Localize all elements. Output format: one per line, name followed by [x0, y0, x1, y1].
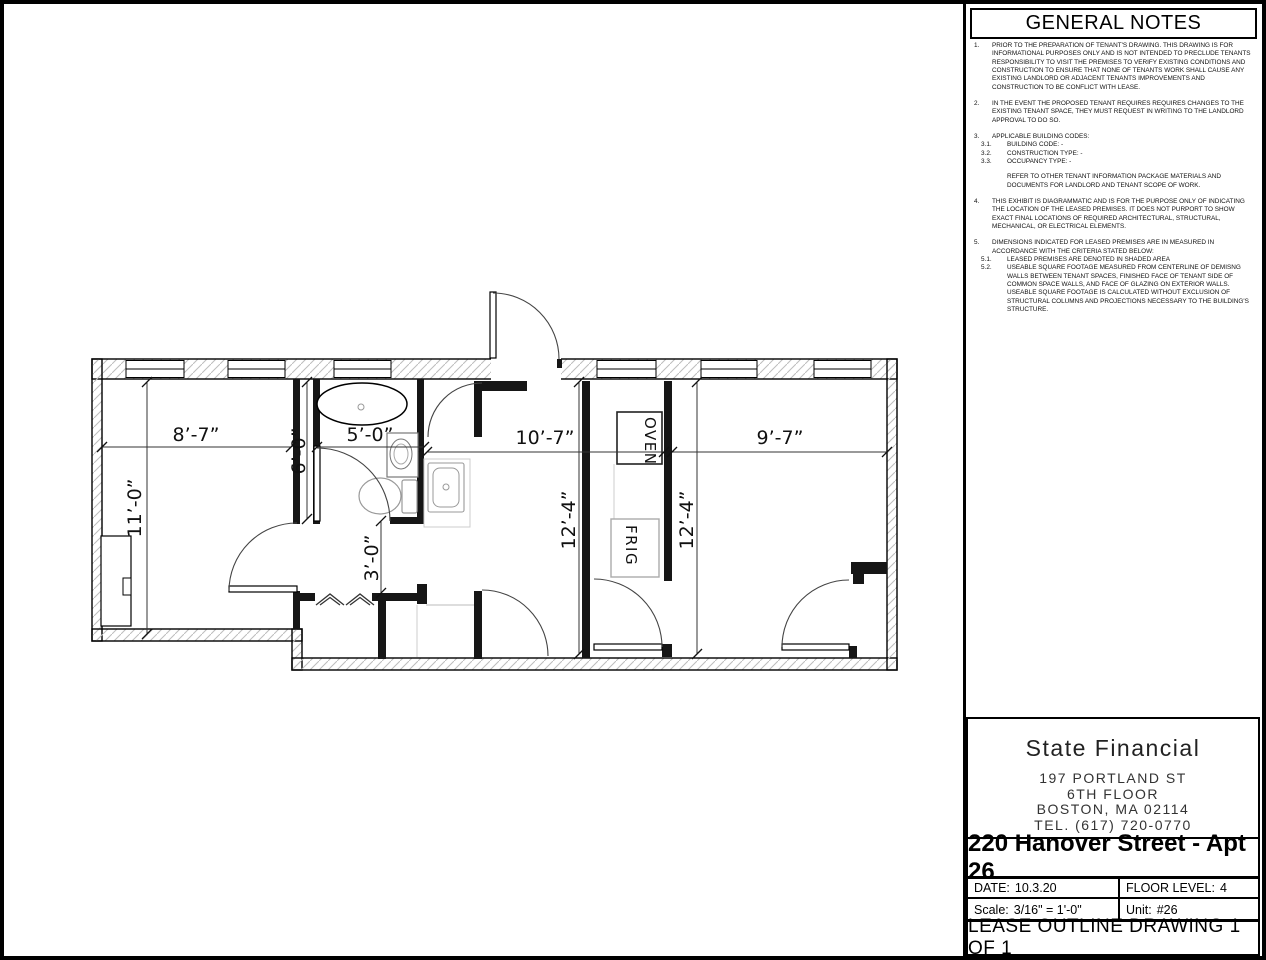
vestibule-closet-door: [428, 383, 482, 437]
note-3: 3. APPLICABLE BUILDING CODES: 3.1. BUILDING CODE: - 3.2. CONSTRUCTION TYPE: - 3.3. OCCUPANCY TYPE: - REFER TO OTHER TENANT INFORMATION PACKAGE MATERIALS AND DOCUMENTS FOR LANDLORD AND TENANT SCOPE OF WORK.: [974, 133, 1257, 190]
sheet-footer: LEASE OUTLINE DRAWING 1 OF 1: [966, 919, 1260, 956]
title-block-panel: [963, 4, 1262, 959]
firm-block: [966, 717, 1260, 839]
closet-bifold-chevrons: [316, 594, 374, 605]
firm-address-line3: BOSTON, MA 02114: [1036, 801, 1190, 818]
note-2: 2. IN THE EVENT THE PROPOSED TENANT REQUIRES REQUIRES CHANGES TO THE EXISTING TENANT SPACE, THEY MUST REQUEST IN WRITING TO THE LANDLORD APPROVAL TO DO SO.: [974, 99, 1244, 124]
note-5-1: 5.1. LEASED PREMISES ARE DENOTED IN SHADED AREA: [981, 255, 1171, 263]
note-5-2: 5.2. USEABLE SQUARE FOOTAGE MEASURED FROM CENTERLINE OF DEMISNG WALLS BETWEEN TENANT SPACES, FINISHED FACE OF TENANT SIDE OF COMMON SPACE WALLS, AND FACE OF GLAZING ON EXTERIOR WALLS. USEABLE SQUARE FOOTAGE IS CALCULATED WITHOUT EXCLUSION OF STRUCTURAL COLUMNS AND PROJECTIONS NECESSARY TO THE BUILDING'S STRUCTURE.: [981, 264, 1249, 313]
floor-level-value: 4: [1219, 880, 1227, 895]
unit-label: Unit:: [1126, 902, 1152, 917]
date-cell: [968, 878, 1120, 899]
note-5: 5. DIMENSIONS INDICATED FOR LEASED PREMISES ARE IN MEASURED IN ACCORDANCE WITH THE CRITERIA STATED BELOW: 5.1. LEASED PREMISES ARE DENOTED IN SHADED AREA 5.2. USEABLE SQUARE FOOTAGE MEASURED FROM CENTERLINE OF DEMISNG WALLS BETWEEN TENANT SPACES, FINISHED FACE OF TENANT SIDE OF COMMON SPACE WALLS, AND FACE OF GLAZING ON EXTERIOR WALLS. USEABLE SQUARE FOOTAGE IS CALCULATED WITHOUT EXCLUSION OF STRUCTURAL COLUMNS AND PROJECTIONS NECESSARY TO THE BUILDING'S STRUCTURE.: [974, 239, 1257, 314]
note-3-2: 3.2. CONSTRUCTION TYPE: -: [981, 149, 1083, 157]
floor-plan-drawing: [4, 4, 963, 956]
entry-opening: [491, 357, 561, 381]
bedroom1-door: [229, 523, 297, 592]
note-3-3: 3.3. OCCUPANCY TYPE: -: [981, 157, 1072, 165]
note-3-refer: REFER TO OTHER TENANT INFORMATION PACKAGE MATERIALS AND DOCUMENTS FOR LANDLORD AND TENANT SCOPE OF WORK.: [1007, 173, 1221, 189]
date-value: 10.3.20: [1014, 880, 1057, 895]
fridge: [611, 519, 659, 577]
kitchen-door: [594, 579, 662, 650]
entry-door: [490, 292, 559, 359]
oven-label: OVEN: [641, 417, 659, 466]
dim-hall-6: 6’-0”: [288, 427, 310, 475]
general-notes-title: GENERAL NOTES: [1025, 12, 1202, 34]
floor-plan-area: [4, 4, 963, 956]
dim-bedroom2-depth: 12’-4”: [676, 490, 698, 550]
date-label: DATE:: [974, 880, 1010, 895]
dim-kitchen-depth: 12’-4”: [558, 490, 580, 550]
bedroom2-closet-door: [782, 580, 849, 650]
wall-alcove: [101, 536, 131, 626]
dim-bedroom1-depth: 11’-0”: [124, 478, 146, 538]
dim-hall-3: 3’-0”: [361, 534, 383, 582]
bathtub: [317, 383, 407, 425]
firm-address-line2: 6TH FLOOR: [1066, 785, 1160, 802]
note-1: 1. PRIOR TO THE PREPARATION OF TENANT'S DRAWING. THIS DRAWING IS FOR INFORMATIONAL PURPOSES ONLY AND IS NOT INTENDED TO PRECLUDE TENANTS RESPONSIBILITY TO VISIT THE PREMISES TO VERIFY EXISTING CONDITIONS AND CONSTRUCTION TO ENSURE THAT NONE OF TENANTS WORK SHALL CAUSE ANY EXISTING LANDLORD OR ADJACENT TENANTS IMPROVEMENTS AND CONSTRUCTION TO BE CONFLICT WITH LEASE.: [974, 42, 1251, 91]
exterior-walls: [92, 359, 897, 670]
unit-value: #26: [1156, 902, 1178, 917]
oven: [617, 412, 662, 466]
scale-value: 3/16" = 1'-0": [1013, 902, 1082, 917]
dim-bedroom1-width: 8’-7”: [172, 424, 220, 446]
scale-label: Scale:: [974, 902, 1009, 917]
firm-address-line1: 197 PORTLAND ST: [1039, 770, 1187, 786]
note-3-1: 3.1. BUILDING CODE: -: [981, 141, 1064, 149]
floor-level-label: FLOOR LEVEL:: [1126, 880, 1215, 895]
toilet: [359, 478, 417, 514]
fridge-label: FRIG: [622, 525, 640, 567]
note-4: 4. THIS EXHIBIT IS DIAGRAMMATIC AND IS FOR THE PURPOSE ONLY OF INDICATING THE LOCATION OF THE LEASED PREMISES. IT DOES NOT PURPORT TO SHOW EXACT FINAL LOCATIONS OF REQUIRED ARCHITECTURAL, STRUCTURAL, MECHANICAL, OR ELECTRICAL ELEMENTS.: [974, 197, 1245, 230]
dim-bedroom2-width: 9’-7”: [756, 427, 804, 449]
floor-level-cell: [1120, 878, 1258, 899]
dimension-ticks: [97, 377, 892, 659]
general-notes-list: [974, 42, 1257, 314]
project-title: 220 Hanover Street - Apt 26: [966, 837, 1260, 879]
firm-name: State Financial: [1025, 735, 1201, 761]
dimension-lines: [102, 382, 887, 654]
dim-kitchen-width: 10’-7”: [515, 427, 575, 449]
kitchen-sink: [428, 463, 464, 512]
firm-phone: TEL. (617) 720-0770: [1034, 817, 1192, 834]
hall-south-door: [482, 590, 548, 656]
dim-bath-width: 5’-0”: [346, 424, 394, 446]
general-notes-header: [970, 8, 1257, 39]
